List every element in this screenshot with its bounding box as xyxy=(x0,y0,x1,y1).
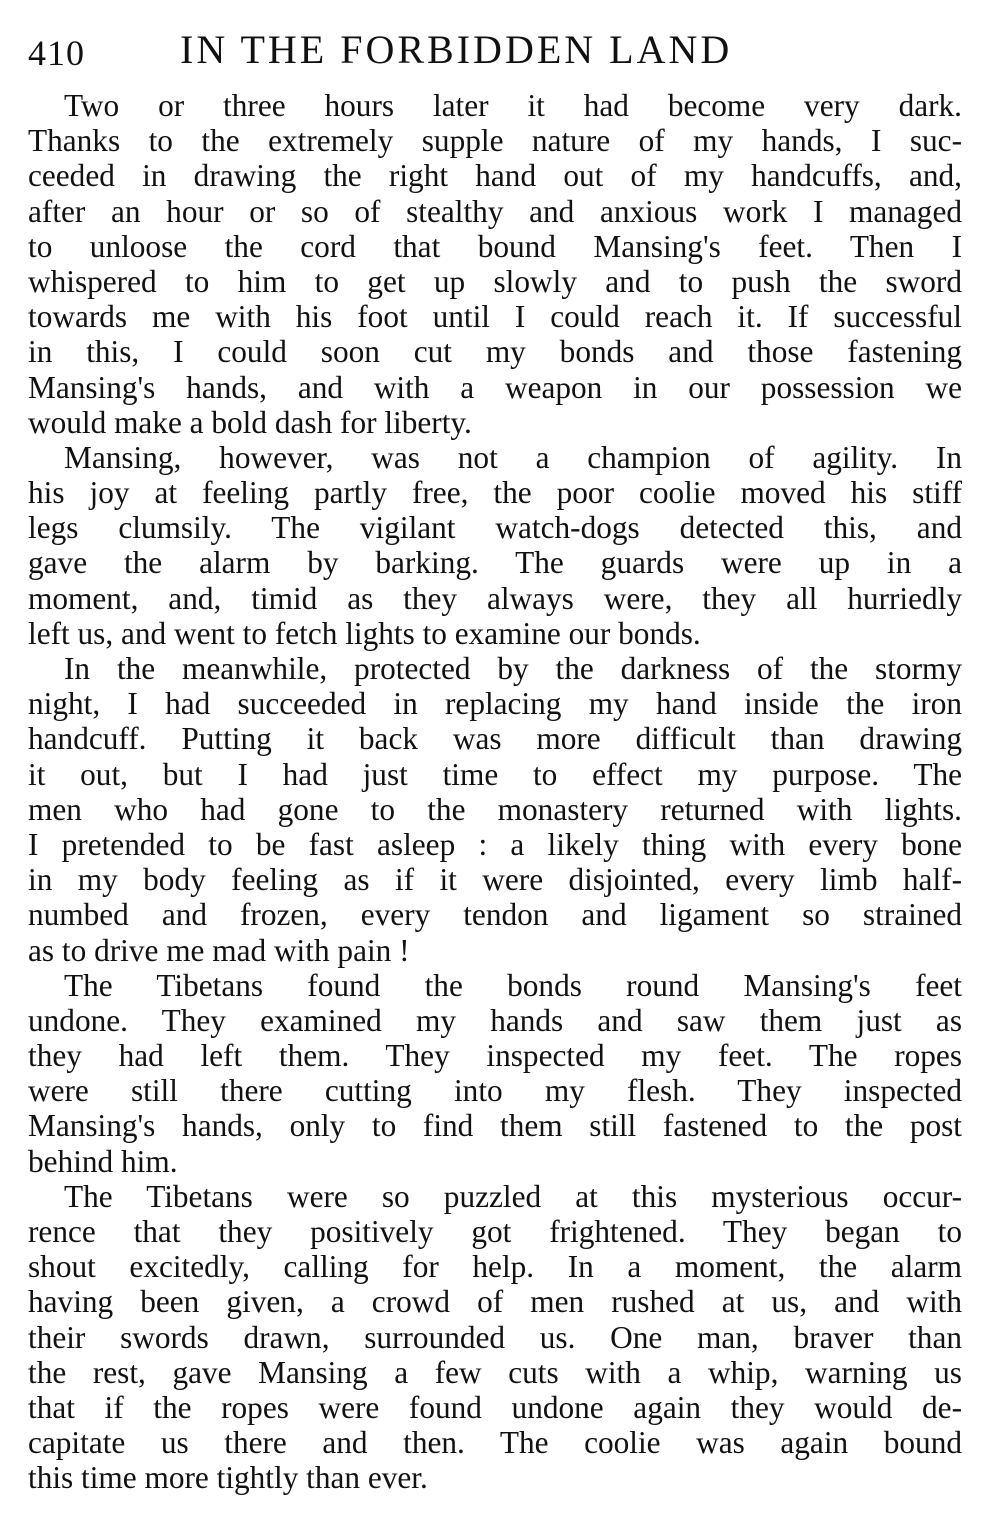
text-line: shout excitedly, calling for help. In a moment, the alarm xyxy=(28,1249,962,1285)
text-line: their swords drawn, surrounded us. One man, braver than xyxy=(28,1319,962,1355)
text-line: gave the alarm by barking. The guards were up in a xyxy=(28,545,962,581)
running-title: IN THE FORBIDDEN LAND xyxy=(180,27,733,72)
text-line: Mansing, however, was not a champion of agility. In xyxy=(64,439,962,475)
running-head xyxy=(28,22,962,76)
text-line: his joy at feeling partly free, the poor coolie moved his stiff xyxy=(28,475,962,511)
text-line: numbed and frozen, every tendon and ligament so strained xyxy=(28,897,962,933)
text-line: this time more tightly than ever. xyxy=(28,1460,428,1496)
text-line: capitate us there and then. The coolie was again bound xyxy=(28,1425,962,1461)
text-line: having been given, a crowd of men rushed at us, and with xyxy=(28,1284,962,1320)
text-line: the rest, gave Mansing a few cuts with a whip, warning us xyxy=(28,1354,962,1390)
text-line: The Tibetans found the bonds round Mansing's feet xyxy=(64,967,962,1003)
paragraph-2 xyxy=(28,440,962,651)
page-number: 410 xyxy=(28,33,85,73)
text-line: I pretended to be fast asleep : a likely thing with every bone xyxy=(28,826,962,862)
text-line: in my body feeling as if it were disjointed, every limb half- xyxy=(28,862,962,898)
text-line: ceeded in drawing the right hand out of my handcuffs, and, xyxy=(28,158,962,194)
paragraph-4 xyxy=(28,968,962,1179)
text-line: legs clumsily. The vigilant watch-dogs detected this, and xyxy=(28,510,962,546)
text-line: left us, and went to fetch lights to examine our bonds. xyxy=(28,615,701,651)
text-line: towards me with his foot until I could reach it. If successful xyxy=(28,299,962,335)
text-line: would make a bold dash for liberty. xyxy=(28,404,472,440)
text-line: they had left them. They inspected my feet. The ropes xyxy=(28,1038,962,1074)
text-line: Two or three hours later it had become very dark. xyxy=(64,88,962,123)
text-line: to unloose the cord that bound Mansing's feet. Then I xyxy=(28,228,962,264)
text-line: moment, and, timid as they always were, they all hurriedly xyxy=(28,580,962,616)
text-line: whispered to him to get up slowly and to push the sword xyxy=(28,263,962,299)
text-line: Mansing's hands, only to find them still fastened to the post xyxy=(28,1108,962,1144)
text-line: handcuff. Putting it back was more difficult than drawing xyxy=(28,721,962,757)
text-line: as to drive me mad with pain ! xyxy=(28,932,410,968)
text-line: The Tibetans were so puzzled at this mysterious occur- xyxy=(64,1178,962,1214)
text-line: that if the ropes were found undone again they would de- xyxy=(28,1389,962,1425)
text-line: rence that they positively got frightened. They began to xyxy=(28,1214,962,1249)
text-line: undone. They examined my hands and saw them just as xyxy=(28,1002,962,1038)
paragraph-1 xyxy=(28,88,962,440)
book-page xyxy=(28,22,962,1512)
text-line: Thanks to the extremely supple nature of my hands, I suc- xyxy=(28,123,962,159)
paragraph-5 xyxy=(28,1179,962,1496)
text-line: it out, but I had just time to effect my purpose. The xyxy=(28,756,962,792)
text-line: men who had gone to the monastery returned with lights. xyxy=(28,791,962,827)
text-line: In the meanwhile, protected by the darkness of the stormy xyxy=(64,651,962,686)
text-line: Mansing's hands, and with a weapon in our possession we xyxy=(28,369,962,405)
paragraph-3 xyxy=(28,651,962,968)
body-text xyxy=(28,88,962,1496)
text-line: after an hour or so of stealthy and anxious work I managed xyxy=(28,193,962,229)
text-line: were still there cutting into my flesh. They inspected xyxy=(28,1073,962,1109)
text-line: in this, I could soon cut my bonds and those fastening xyxy=(28,334,962,370)
text-line: behind him. xyxy=(28,1143,178,1179)
text-line: night, I had succeeded in replacing my hand inside the iron xyxy=(28,686,962,722)
